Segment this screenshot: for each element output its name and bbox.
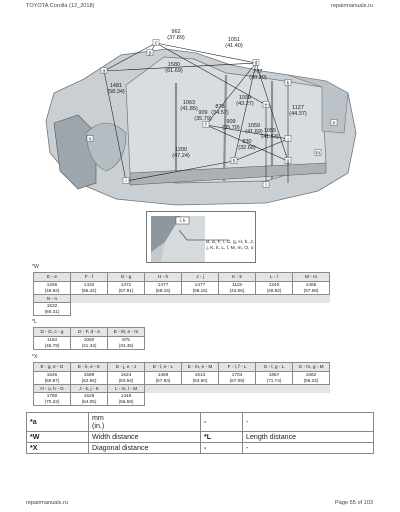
point-pair-cell: E - l, e - L [145,363,182,372]
svg-text:h: h [232,158,236,165]
svg-text:n: n [332,120,336,127]
point-tag [285,158,291,165]
inset-point-list: B, a, F, l, G, g, H, h, J, j, K, k, L, l, M, m, O, o [206,240,254,251]
header-source: repairmanuals.ru [331,3,373,9]
empty-cell [182,294,219,303]
point-tag [231,158,237,165]
svg-text:j: j [287,136,289,143]
distance-cell: 1448 (56.58) [108,393,145,406]
dimension-label: 1580 (61.69) [165,62,183,74]
empty-cell [145,294,182,303]
point-tag [285,136,291,143]
table-value-row [34,371,330,384]
empty-cell [256,393,293,406]
legend-row [27,443,374,454]
dimension-label: 830 (32.68) [238,139,256,151]
table-value-row [34,303,330,316]
dimension-label: 1127 (44.37) [289,105,307,117]
dimension-label: 1481 (58.34) [107,83,125,95]
empty-cell [256,384,293,393]
table-value-row [34,393,330,406]
pillar-detail-illustration [147,212,257,264]
dimension-label: 878 (34.57) [211,104,229,116]
distance-cell: 1857 (71.74) [256,371,293,384]
svg-text:o: o [88,136,92,143]
document-header-title: TOYOTA Corolla (12_2018) [26,3,95,9]
car-body-frame [46,49,356,205]
table-value-row [34,281,330,294]
point-pair-cell: E - e [34,273,71,282]
empty-cell [108,303,145,316]
svg-text:m: m [315,150,321,157]
point-tag [263,102,269,109]
point-pair-cell: E - m, e - M [182,363,219,372]
point-tag [285,80,291,87]
point-tag [87,136,93,143]
footer-source: repairmanuals.ru [26,500,68,506]
empty-cell [293,393,330,406]
empty-cell [219,294,256,303]
point-tag [123,178,129,185]
table-header-row [34,273,330,282]
empty-cell [71,303,108,316]
point-pair-cell: G - l, g - L [256,363,293,372]
table-header-row [34,294,330,303]
point-pair-cell: J - k, j - K [71,384,108,393]
distance-cell: 875 (34.45) [108,336,145,349]
empty-cell [182,393,219,406]
dimension-label: 767 (30.20) [249,69,267,81]
table-header-row [34,384,330,393]
dimension-label: 909 (35.79) [222,119,240,131]
empty-cell [145,384,182,393]
point-pair-cell: E - j, e - J [108,363,145,372]
point-tag [331,120,337,127]
width-distance-table [33,272,330,316]
point-tag [101,68,107,75]
legend-symbol: *L [201,432,243,443]
legend-description: Width distance [89,432,201,443]
point-pair-cell: G - g [108,273,145,282]
table-header-row [34,328,145,337]
distance-cell: 1546 (60.87) [34,371,71,384]
point-pair-cell: L - m, l - M [108,384,145,393]
point-tag [147,50,153,57]
width-table-marker: *W [32,264,39,270]
legend-symbol: - [201,443,243,454]
point-pair-cell: H - h [145,273,182,282]
point-pair-cell: N - n [34,294,71,303]
distance-cell: 1469 (57.83) [145,371,182,384]
distance-cell: 1624 (63.94) [108,371,145,384]
distance-cell: 1163 (45.79) [34,336,71,349]
distance-cell: 1432 (56.42) [71,281,108,294]
legend-description: Diagonal distance [89,443,201,454]
empty-cell [219,303,256,316]
legend-symbol: *a [27,413,89,432]
empty-cell [293,294,330,303]
point-pair-cell: K - k [219,273,256,282]
empty-cell [182,303,219,316]
legend-description: - [243,443,374,454]
legend-description: mm (in.) [89,413,201,432]
distance-cell: 1682 (66.22) [293,371,330,384]
empty-cell [219,384,256,393]
svg-text:k: k [286,80,290,87]
inset-point-tag: l, k [179,218,186,223]
diagonal-distance-table [33,362,330,406]
empty-cell [108,294,145,303]
legend-row [27,413,374,432]
dimension-label: 1059 (41.69) [245,123,263,135]
point-pair-cell: F - l, f - L [219,363,256,372]
point-pair-cell: J - j [182,273,219,282]
empty-cell [71,294,108,303]
point-pair-cell: E - g, e - G [34,363,71,372]
dimension-label: 909 (35.79) [194,110,212,122]
legend-row [27,432,374,443]
svg-text:g: g [286,158,290,165]
distance-cell: 1704 (67.09) [219,371,256,384]
distance-cell: 1589 (62.56) [71,371,108,384]
point-pair-cell: E - k, e - K [71,363,108,372]
empty-cell [293,384,330,393]
distance-cell: 1477 (58.15) [182,281,219,294]
svg-text:a: a [102,68,106,75]
dimension-label: 1063 (41.85) [180,100,198,112]
legend-symbol: *W [27,432,89,443]
svg-text:d: d [254,60,258,67]
point-tag [203,122,209,129]
empty-cell [256,294,293,303]
svg-text:f: f [205,122,207,129]
distance-cell: 1613 (63.50) [182,371,219,384]
length-table-marker: *L [32,319,37,325]
svg-text:l: l [265,182,267,189]
dimension-label: 1200 (47.24) [172,147,190,159]
point-pair-cell: D - G, c - g [34,328,71,337]
legend-description: Length distance [243,432,374,443]
point-pair-cell: L - l [256,273,293,282]
distance-cell: 1465 (57.68) [293,281,330,294]
detail-inset [146,211,256,263]
point-pair-cell: E - M, e - m [108,328,145,337]
distance-cell: 1119 (44.06) [219,281,256,294]
dimension-label: 1055 (41.53) [261,128,279,140]
legend-description: - [243,413,374,432]
distance-cell: 1760 (70.22) [34,393,71,406]
table-value-row [34,336,145,349]
point-pair-cell: D - F, d - e [71,328,108,337]
legend-table [26,412,374,454]
legend-symbol: *X [27,443,89,454]
distance-cell: 1240 (48.82) [256,281,293,294]
point-pair-cell: G - m, g - M [293,363,330,372]
svg-text:e: e [264,102,268,109]
page-number: Page 55 of 103 [335,500,373,506]
point-tag [263,182,269,189]
point-pair-cell: F - f [71,273,108,282]
legend-symbol: - [201,413,243,432]
empty-cell [145,303,182,316]
diagonal-table-marker: *X [32,354,38,360]
distance-cell: 1050 (41.34) [71,336,108,349]
distance-cell: 1629 (64.05) [71,393,108,406]
svg-text:c: c [154,40,158,47]
point-tag [315,150,321,157]
dimension-label: 1099 (43.27) [236,95,254,107]
distance-cell: 1477 (58.15) [145,281,182,294]
empty-cell [182,384,219,393]
empty-cell [256,303,293,316]
point-pair-cell: M - m [293,273,330,282]
dimension-label: 962 (37.89) [167,29,185,41]
point-tag [253,60,259,67]
dimension-label: 1051 (41.40) [225,37,243,49]
point-tag [153,40,159,47]
empty-cell [219,393,256,406]
vehicle-body-dimension-diagram [26,13,374,211]
point-pair-cell: H - o, h - O [34,384,71,393]
distance-cell: 1471 (57.91) [108,281,145,294]
length-distance-table [33,327,145,350]
empty-cell [293,303,330,316]
distance-cell: 1266 (49.84) [34,281,71,294]
svg-text:p: p [148,50,152,57]
svg-text:i: i [125,178,127,185]
empty-cell [145,393,182,406]
distance-cell: 1532 (60.31) [34,303,71,316]
table-header-row [34,363,330,372]
